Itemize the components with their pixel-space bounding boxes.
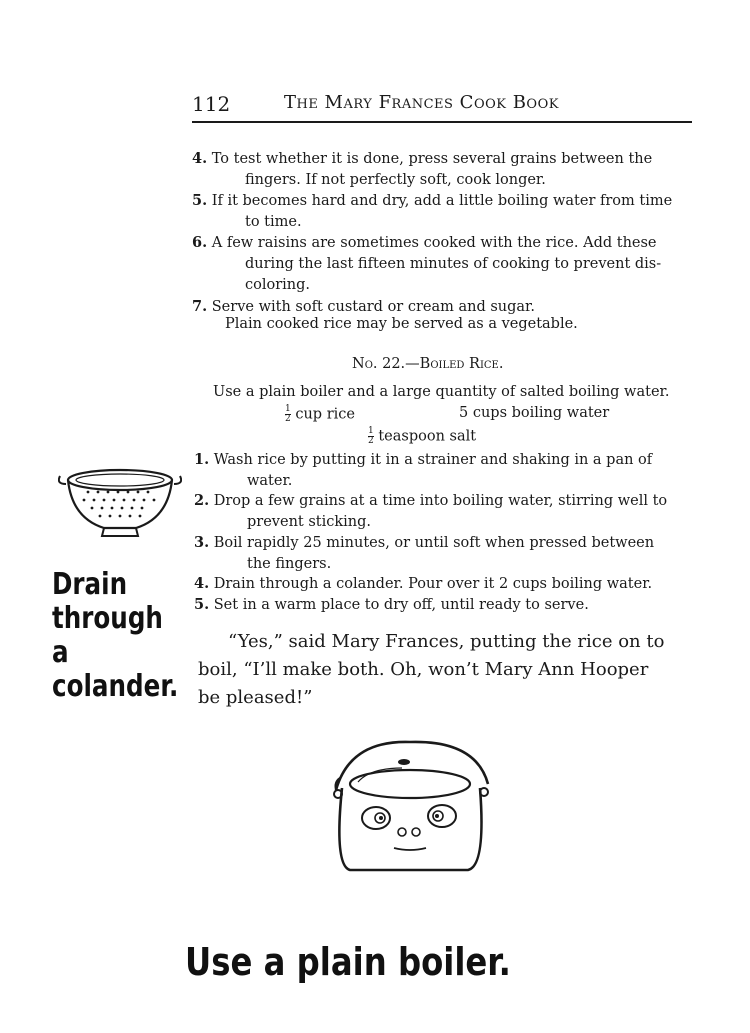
list-item: 5. Set in a warm place to dry off, until ready to serve. bbox=[194, 596, 589, 613]
colander-caption: Drain through a colander. bbox=[52, 567, 179, 704]
colander-illustration bbox=[58, 462, 182, 542]
list-item: 7. Serve with soft custard or cream and sugar. bbox=[192, 298, 536, 315]
list-item: 4. To test whether it is done, press several grains between the fingers. If not perfectly soft, cook longer. bbox=[192, 150, 653, 188]
page-number: 112 bbox=[192, 92, 231, 116]
fraction: $\frac{1}{2}$ bbox=[285, 404, 291, 424]
list-item: 5. If it becomes hard and dry, add a little boiling water from time to time. bbox=[192, 192, 673, 230]
ingredient-salt: $\frac{1}{2}$ teaspoon salt bbox=[368, 426, 477, 446]
ingredient-rice: $\frac{1}{2}$ cup rice bbox=[285, 404, 355, 424]
list-item: 3. Boil rapidly 25 minutes, or until soft when pressed between the fingers. bbox=[194, 534, 655, 572]
recipe-intro: Use a plain boiler and a large quantity of salted boiling water. bbox=[213, 384, 670, 400]
list-item: 2. Drop a few grains at a time into boiling water, stirring well to prevent sticking. bbox=[194, 492, 668, 530]
plain-rice-note: Plain cooked rice may be served as a vegetable. bbox=[225, 316, 578, 332]
ingredient-water: 5 cups boiling water bbox=[459, 405, 610, 421]
boiler-caption: Use a plain boiler. bbox=[185, 940, 511, 984]
running-title: The Mary Frances Cook Book bbox=[284, 92, 559, 113]
page-header bbox=[192, 88, 692, 122]
list-item: 6. A few raisins are sometimes cooked with the rice. Add these during the last fifteen minutes of cooking to prevent dis- coloring. bbox=[192, 234, 662, 293]
list-item: 4. Drain through a colander. Pour over it 2 cups boiling water. bbox=[194, 575, 653, 592]
dialogue-paragraph: “Yes,” said Mary Frances, putting the rice on to boil, “I’ll make both. Oh, won’t Mary Ann Hooper be pleased!” bbox=[198, 631, 665, 708]
fraction: $\frac{1}{2}$ bbox=[368, 426, 374, 446]
recipe-title: No. 22.—Boiled Rice. bbox=[352, 356, 504, 372]
boiler-illustration bbox=[330, 738, 492, 878]
list-item: 1. Wash rice by putting it in a strainer and shaking in a pan of water. bbox=[194, 451, 653, 489]
header-rule bbox=[192, 121, 692, 123]
